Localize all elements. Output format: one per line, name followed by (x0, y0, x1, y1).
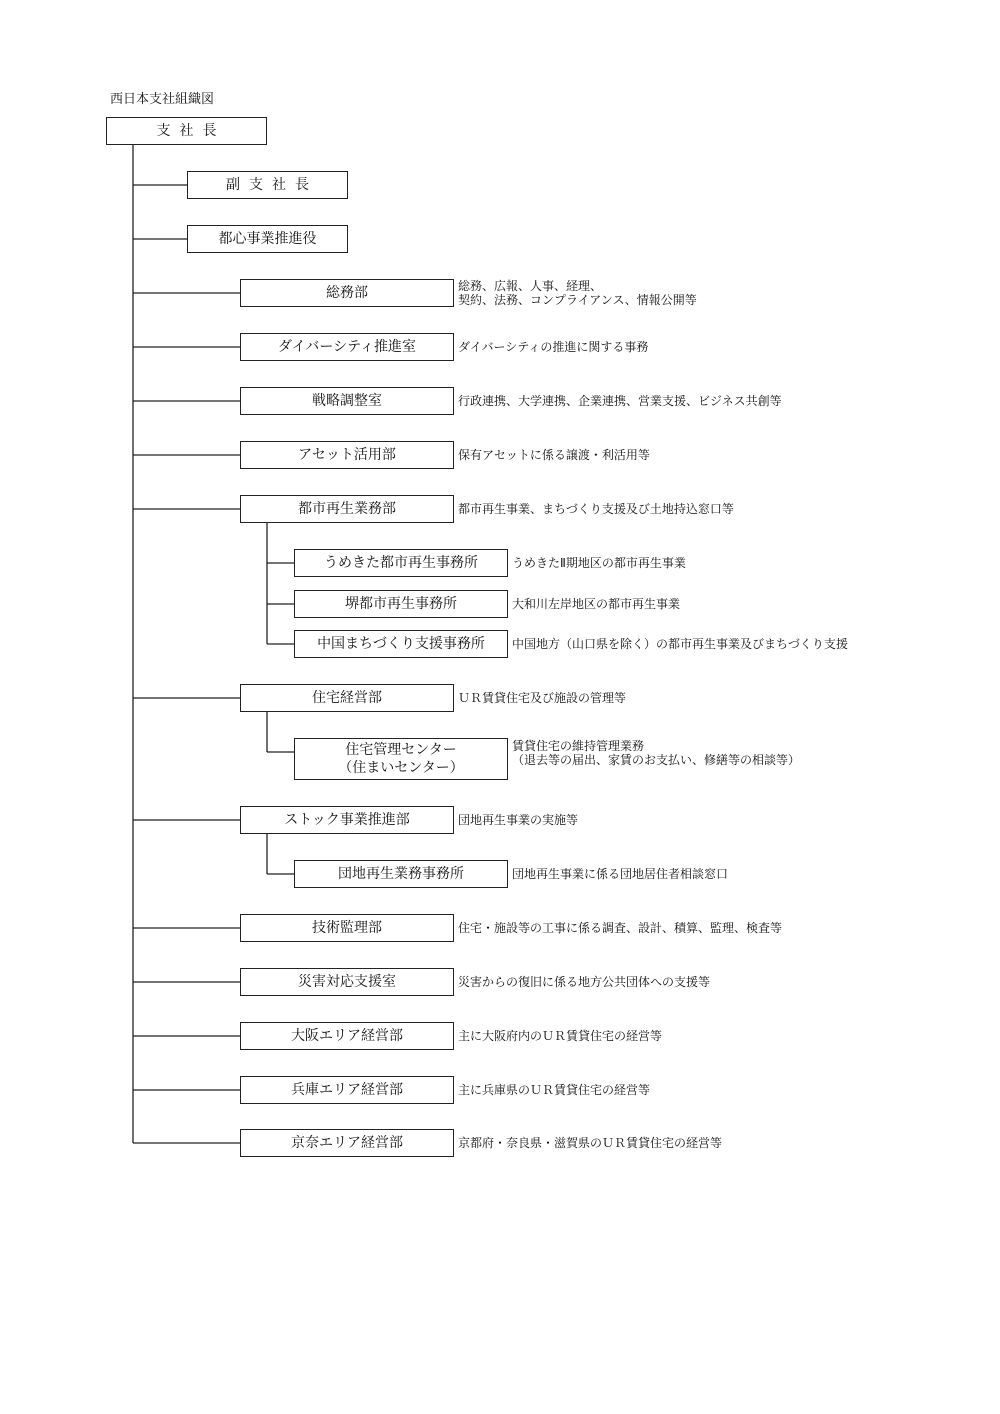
desc-keina: 京都府・奈良県・滋賀県のＵＲ賃貸住宅の経営等 (458, 1136, 723, 1150)
box-asset: アセット活用部 (240, 441, 454, 469)
box-sakai: 堺都市再生事務所 (294, 590, 508, 618)
desc-danchi: 団地再生事業に係る団地居住者相談窓口 (512, 867, 729, 881)
box-jutaku-keiei: 住宅経営部 (240, 684, 454, 712)
desc-chugoku: 中国地方（山口県を除く）の都市再生事業及びまちづくり支援 (512, 637, 848, 651)
box-jutaku-kanri-line2: （住まいセンター） (338, 760, 464, 776)
desc-jutaku-kanri-2: （退去等の届出、家賃のお支払い、修繕等の相談等） (512, 753, 801, 767)
box-keina: 京奈エリア経営部 (240, 1129, 454, 1157)
desc-jutaku-keiei: ＵＲ賃貸住宅及び施設の管理等 (458, 691, 627, 705)
box-chugoku: 中国まちづくり支援事務所 (294, 630, 508, 658)
desc-senryaku: 行政連携、大学連携、企業連携、営業支援、ビジネス共創等 (458, 394, 782, 408)
box-danchi: 団地再生業務事務所 (294, 860, 508, 888)
page-title: 西日本支社組織図 (110, 92, 215, 107)
desc-sakai: 大和川左岸地区の都市再生事業 (512, 597, 681, 611)
box-hyogo: 兵庫エリア経営部 (240, 1076, 454, 1104)
desc-gijutsu: 住宅・施設等の工事に係る調査、設計、積算、監理、検査等 (458, 921, 783, 935)
box-toshi-saisei: 都市再生業務部 (240, 495, 454, 523)
box-gijutsu: 技術監理部 (240, 914, 454, 942)
desc-umekita: うめきたⅡ期地区の都市再生事業 (512, 556, 686, 570)
box-stock: ストック事業推進部 (240, 806, 454, 834)
box-osaka: 大阪エリア経営部 (240, 1022, 454, 1050)
box-jutaku-kanri (294, 738, 508, 780)
box-umekita: うめきた都市再生事務所 (294, 549, 508, 577)
box-saigai: 災害対応支援室 (240, 968, 454, 996)
box-head: 支社長 (106, 117, 267, 145)
desc-saigai: 災害からの復旧に係る地方公共団体への支援等 (458, 975, 711, 989)
box-jutaku-kanri-line1: 住宅管理センター (345, 742, 457, 758)
box-diversity: ダイバーシティ推進室 (240, 333, 454, 361)
desc-somu-1: 総務、広報、人事、経理、 (458, 279, 603, 293)
desc-asset: 保有アセットに係る譲渡・利活用等 (458, 448, 650, 462)
box-vice: 副支社長 (187, 171, 348, 199)
desc-jutaku-kanri-1: 賃貸住宅の維持管理業務 (512, 739, 645, 753)
box-toshin: 都心事業推進役 (187, 225, 348, 253)
desc-diversity: ダイバーシティの推進に関する事務 (458, 340, 649, 354)
desc-toshi-saisei: 都市再生事業、まちづくり支援及び土地持込窓口等 (458, 502, 734, 516)
desc-somu-2: 契約、法務、コンプライアンス、情報公開等 (458, 293, 697, 307)
desc-stock: 団地再生事業の実施等 (458, 813, 579, 827)
desc-osaka: 主に大阪府内のＵＲ賃貸住宅の経営等 (458, 1029, 663, 1043)
desc-hyogo: 主に兵庫県のＵＲ賃貸住宅の経営等 (458, 1083, 651, 1097)
box-somu: 総務部 (240, 279, 454, 307)
box-senryaku: 戦略調整室 (240, 387, 454, 415)
